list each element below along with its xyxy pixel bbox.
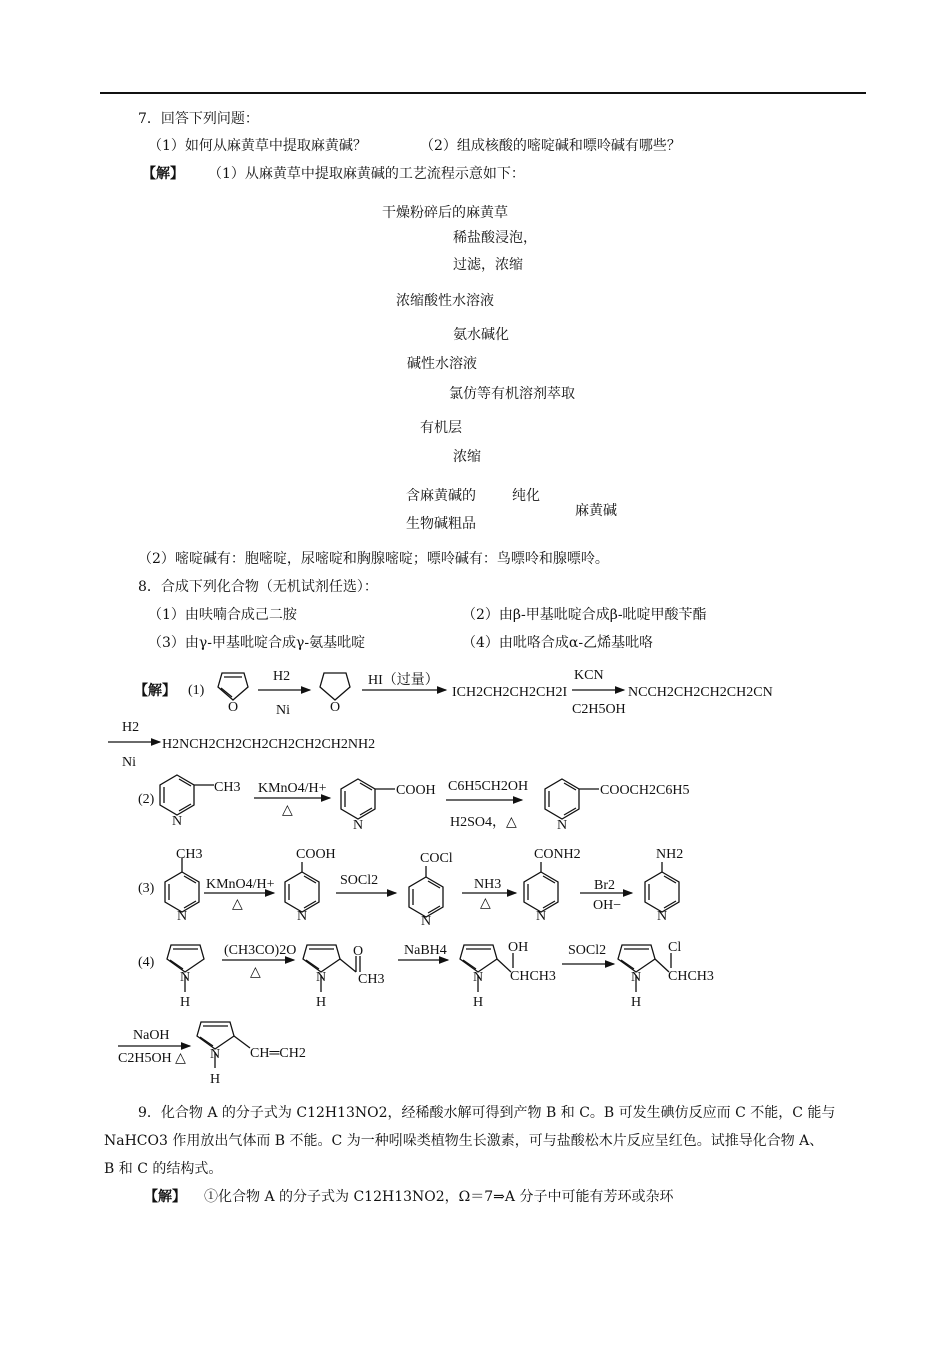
h-4b: H: [316, 995, 327, 1010]
flow-node-4: 有机层: [420, 420, 462, 436]
furan-o: O: [228, 700, 239, 715]
n-3b: N: [297, 909, 308, 924]
r4-cl: Cl: [668, 940, 682, 955]
flow-node-6: 麻黄碱: [575, 503, 617, 519]
r2-h2so4: H2SO4，△: [450, 815, 517, 830]
h-4d: H: [631, 995, 642, 1010]
r4-heat: △: [250, 965, 261, 980]
r3-br2: Br2: [594, 878, 615, 893]
r2-cooh: COOH: [396, 783, 436, 798]
r3-heat2: △: [480, 896, 491, 911]
n-2a: N: [172, 814, 183, 829]
r3-cooh: COOH: [296, 847, 336, 862]
r4-oh: OH: [508, 940, 529, 955]
q7-solution-tag: 【解】: [142, 166, 184, 182]
n-4b: N: [316, 970, 327, 985]
r1-h2b: H2: [122, 720, 140, 735]
r1-dinitrile: NCCH2CH2CH2CH2CN: [628, 685, 773, 700]
label-p1: (1): [188, 683, 205, 698]
r1-kcn: KCN: [574, 668, 604, 683]
r2-ester: COOCH2C6H5: [600, 783, 690, 798]
pyrrole-ring-4d: [618, 945, 671, 992]
r1-hi: HI（过量）: [368, 673, 439, 688]
r2-kmno4: KMnO4/H+: [258, 781, 327, 796]
q9-line3: B 和 C 的结构式。: [104, 1161, 223, 1177]
flow-node-2: 浓缩酸性水溶液: [396, 293, 494, 309]
r2-ch3: CH3: [214, 780, 241, 795]
r3-nh2: NH2: [656, 847, 684, 862]
n-4d: N: [631, 970, 642, 985]
r1-ni: Ni: [276, 703, 290, 718]
pyridine-ring-2b: [341, 779, 395, 819]
q8-sub1: （1）由呋喃合成己二胺: [148, 607, 297, 623]
flow-step-4: 浓缩: [453, 449, 481, 465]
r3-conh2: CONH2: [534, 847, 581, 862]
r3-heat: △: [232, 897, 243, 912]
r2-bnoh: C6H5CH2OH: [448, 779, 529, 794]
n-3a: N: [177, 909, 188, 924]
flow-step-2: 氨水碱化: [453, 327, 509, 343]
furan-structure: [218, 673, 248, 700]
r1-diamine: H2NCH2CH2CH2CH2CH2CH2NH2: [162, 737, 376, 752]
q9-solution-1: ①化合物 A 的分子式为 C12H13NO2，Ω＝7⇒A 分子中可能有芳环或杂环: [204, 1189, 674, 1205]
pyridine-ring-2c: [545, 779, 599, 819]
flow-node-1: 干燥粉碎后的麻黄草: [382, 205, 508, 221]
q8-sub3: （3）由γ-甲基吡啶合成γ-氨基吡啶: [148, 635, 366, 651]
q7-solution-intro: （1）从麻黄草中提取麻黄碱的工艺流程示意如下：: [208, 166, 525, 182]
r4-chch3-b: CHCH3: [668, 969, 714, 984]
h-4a: H: [180, 995, 191, 1010]
r3-nh3: NH3: [474, 877, 502, 892]
pyrrole-ring-4c: [460, 945, 513, 992]
label-p3: (3): [138, 881, 155, 896]
pyridine-ring-3b: [285, 862, 319, 912]
r3-ch3: CH3: [176, 847, 203, 862]
pyridine-ring-3e: [645, 862, 679, 912]
r3-cocl: COCl: [420, 851, 453, 866]
r4-ch3: CH3: [358, 972, 385, 987]
q9-line1: 9．化合物 A 的分子式为 C12H13NO2，经稀酸水解可得到产物 B 和 C。B 可发生碘仿反应而 C 不能，C 能与: [138, 1105, 836, 1121]
q8-solution-tag: 【解】: [134, 684, 176, 699]
r4-o: O: [353, 944, 364, 959]
n-2b: N: [353, 818, 364, 833]
flow-node-3: 碱性水溶液: [407, 356, 477, 372]
r3-kmno4: KMnO4/H+: [206, 877, 275, 892]
r1-diiodide: ICH2CH2CH2CH2I: [452, 685, 568, 700]
r4-ac2o: (CH3CO)2O: [224, 943, 297, 958]
n-4c: N: [473, 970, 484, 985]
r4-naoh: NaOH: [133, 1028, 170, 1043]
r4-chch3-a: CHCH3: [510, 969, 556, 984]
r4-vinyl: CH═CH2: [250, 1046, 306, 1061]
q8-sub4: （4）由吡咯合成α-乙烯基吡咯: [462, 635, 654, 651]
pyrrole-ring-4b: [303, 945, 360, 992]
q7-sub1: （1）如何从麻黄草中提取麻黄碱？: [148, 138, 367, 154]
r4-etoh: C2H5OH △: [118, 1051, 186, 1066]
pyridine-ring-3d: [524, 862, 558, 912]
flow-step-5: 纯化: [512, 488, 540, 504]
n-3c: N: [421, 914, 432, 929]
flow-node-5b: 生物碱粗品: [406, 516, 476, 532]
q8-title: 8．合成下列化合物（无机试剂任选）：: [138, 579, 378, 595]
q8-sub2: （2）由β-甲基吡啶合成β-吡啶甲酸苄酯: [462, 607, 707, 623]
flow-step-1a: 稀盐酸浸泡，: [453, 230, 537, 246]
n-3d: N: [536, 909, 547, 924]
n-4a: N: [180, 970, 191, 985]
n-2c: N: [557, 818, 568, 833]
flow-node-5a: 含麻黄碱的: [406, 488, 476, 504]
r4-socl2: SOCl2: [568, 943, 607, 958]
label-p2: (2): [138, 792, 155, 807]
n-3e: N: [657, 909, 668, 924]
r3-oh: OH−: [593, 898, 622, 913]
q7-sub2: （2）组成核酸的嘧啶碱和嘌呤碱有哪些？: [420, 138, 681, 154]
r3-socl2: SOCl2: [340, 873, 379, 888]
label-p4: (4): [138, 955, 155, 970]
r4-nabh4: NaBH4: [404, 943, 447, 958]
r1-nib: Ni: [122, 755, 136, 770]
tetrahydrofuran-structure: [320, 673, 350, 700]
r1-etoh: C2H5OH: [572, 702, 626, 717]
h-4c: H: [473, 995, 484, 1010]
q9-solution-tag: 【解】: [144, 1189, 186, 1205]
flow-step-3: 氯仿等有机溶剂萃取: [449, 386, 575, 402]
q7-solution-2: （2）嘧啶碱有：胞嘧啶，尿嘧啶和胸腺嘧啶；嘌呤碱有：鸟嘌呤和腺嘌呤。: [138, 551, 609, 567]
pyridine-ring-2a: [160, 775, 214, 815]
thf-o: O: [330, 700, 341, 715]
pyridine-ring-3a: [165, 858, 199, 912]
n-4e: N: [210, 1047, 221, 1062]
q9-line2: NaHCO3 作用放出气体而 B 不能。C 为一种吲哚类植物生长激素，可与盐酸松木片反应呈红色。试推导化合物 A、: [104, 1133, 824, 1149]
pyrrole-ring-4e: [197, 1022, 250, 1068]
r1-h2: H2: [273, 669, 291, 684]
flow-step-1b: 过滤，浓缩: [453, 257, 523, 273]
r2-heat: △: [282, 803, 293, 818]
h-4e: H: [210, 1072, 221, 1087]
q7-title: 7．回答下列问题：: [138, 111, 259, 127]
pyridine-ring-3c: [409, 866, 443, 917]
